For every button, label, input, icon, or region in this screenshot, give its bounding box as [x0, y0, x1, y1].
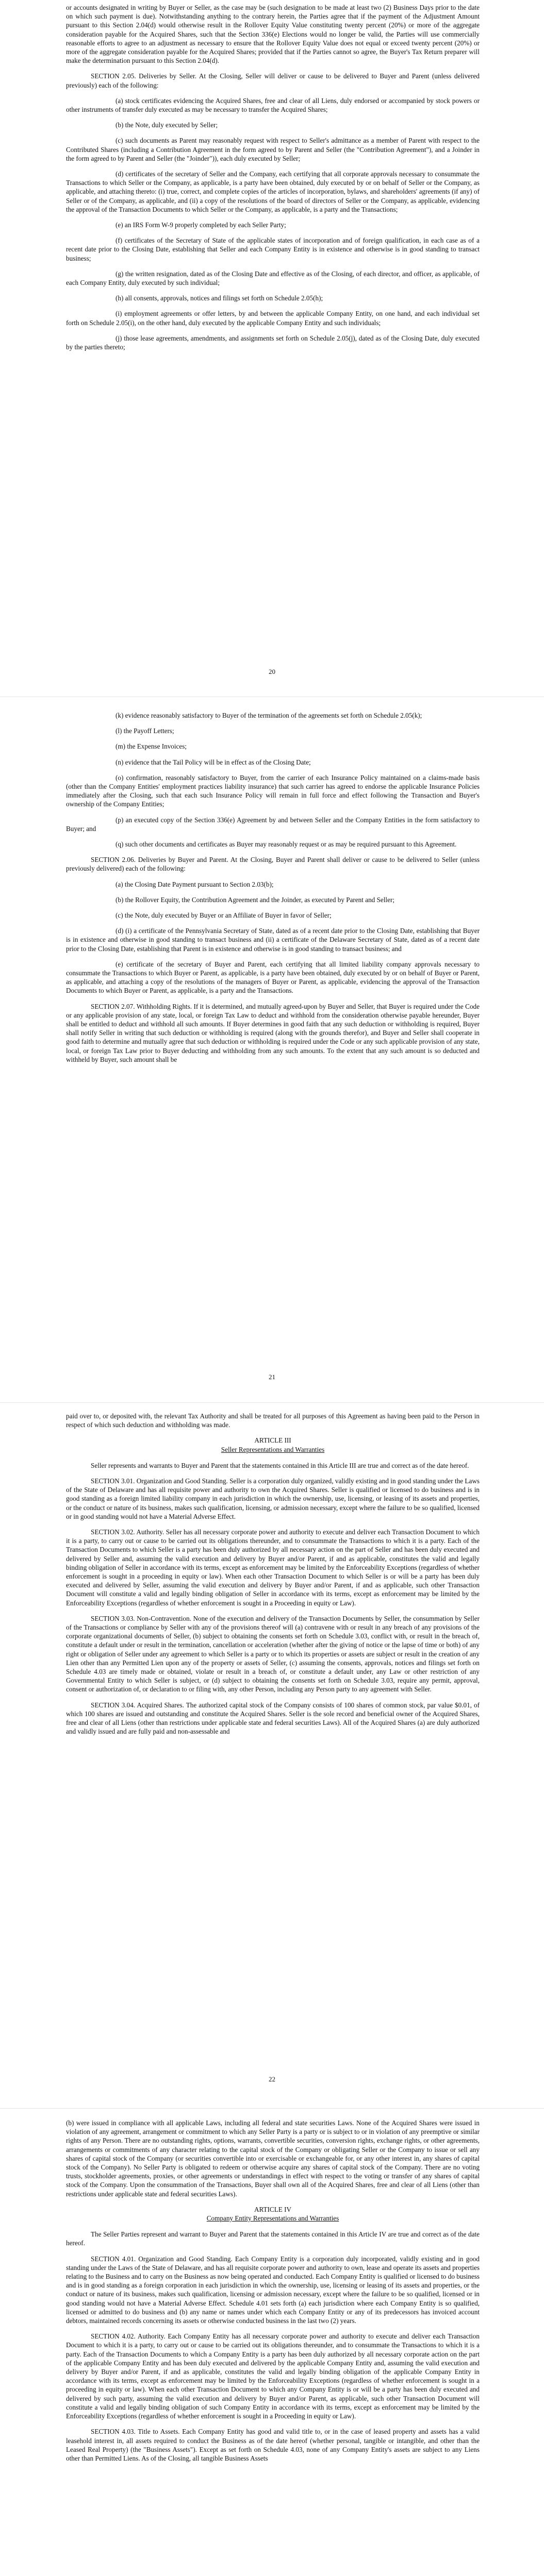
paragraph: (b) the Rollover Equity, the Contribution Agreement and the Joinder, as executed by Parent and Seller;: [116, 895, 394, 904]
page-divider: [0, 2108, 544, 2109]
paragraph: (c) the Note, duly executed by Buyer or an Affiliate of Buyer in favor of Seller;: [116, 911, 332, 920]
paragraph: (m) the Expense Invoices;: [116, 742, 187, 751]
page-22: [0, 1408, 544, 2106]
paragraph: paid over to, or deposited with, the relevant Tax Authority and shall be treated for all purposes of this Agreement as having been paid to the Person in respect of which such deduction and withholding was made.: [66, 1412, 480, 1429]
page-23: [0, 2113, 544, 2576]
paragraph: (e) an IRS Form W-9 properly completed by each Seller Party;: [116, 221, 286, 229]
paragraph: (j) those lease agreements, amendments, and assignments set forth on Schedule 2.05(j), dated as of the Closing Date, duly executed by the parties thereto;: [66, 334, 480, 351]
section-4-01-paragraph: SECTION 4.01. Organization and Good Standing. Each Company Entity is a corporation duly incorporated, validly existing and in good standing under the Laws of the State of Delaware, and has all requisite corporate power and authority to own, lease and operate its assets and properties relating to the Business and to carry on the Business as now being operated and conducted. Each Company Entity is qualified or licensed to do business and is in good standing as a foreign corporation in each jurisdiction in which the ownership, use, licensing or leasing of its assets and properties, or the conduct or nature of its business, makes such qualification, licensing or admission necessary, except where the failure to be so qualified, licensed or in good standing would not have a Material Adverse Effect. Schedule 4.01 sets forth (a) each jurisdiction where each Company Entity is so qualified, licensed or admitted to do business and (b) any name or names under which each Company Entity or any of its predecessors has invoiced account debtors, maintained records concerning its assets or otherwise conducted business in the last two (2) years.: [66, 2255, 480, 2325]
article-title: Seller Representations and Warranties: [221, 1445, 325, 1453]
section-2-06-paragraph: SECTION 2.06. Deliveries by Buyer and Parent. At the Closing, Buyer and Parent shall deliver or cause to be delivered to Seller (unless previously delivered) each of the following:: [66, 856, 480, 873]
section-2-05-paragraph: SECTION 2.05. Deliveries by Seller. At the Closing, Seller will deliver or cause to be delivered to Buyer and Parent (unless delivered previously) each of the following:: [66, 72, 480, 89]
paragraph: (b) the Note, duly executed by Seller;: [116, 121, 218, 129]
section-3-03-paragraph: SECTION 3.03. Non-Contravention. None of the execution and delivery of the Transaction Documents by Seller, the consummation by Seller of the Transactions or compliance by Seller with any of the provisions thereof will (a) contravene with or result in any breach of any provisions of the corporate organizational documents of Seller, (b) subject to obtaining the consents set forth on Schedule 3.03, conflict with, or result in the breach of, constitute a default under or result in the termination, cancellation or acceleration (whether after the giving of notice or the lapse of time or both) of any right or obligation of Seller under any agreement to which Seller is a party or to which its properties or assets are subject or result in the creation of any Lien other than any Permitted Lien upon any of the property or assets of Seller, (c) assuming the consents, approvals, notices and filings set forth on Schedule 4.03 are timely made or obtained, violate or result in a breach of, or constitute a default under, any Law or other restriction of any Governmental Entity to which Seller is subject, or (d) subject to obtaining the consents set forth on Schedule 3.03, require any permit, approval, consent or authorization of, or declaration to or filing with, any other Person, including any Person party to any agreement with Seller.: [66, 1614, 480, 1693]
paragraph: (l) the Payoff Letters;: [116, 727, 174, 735]
paragraph: (d) (i) a certificate of the Pennsylvania Secretary of State, dated as of a recent date prior to the Closing Date, establishing that Buyer is in existence and otherwise in good standing to transact business and (ii) a certificate of the Delaware Secretary of State, dated as of a recent date prior to the Closing Date, establishing that Parent is in existence and otherwise is in good standing to transact business; and: [66, 927, 480, 953]
page-number: 22: [269, 2075, 275, 2083]
paragraph: (b) were issued in compliance with all applicable Laws, including all federal and state securities Laws. None of the Acquired Shares were issued in violation of any agreement, arrangement or commitment to which any Seller Party is a party or is subject to or in violation of any preemptive or similar rights of any Person. There are no outstanding rights, options, warrants, convertible securities, conversion rights, exchange rights, or other agreements, arrangements or commitments of any character relating to the capital stock of the Company or obligating Seller or the Company to issue or sell any shares of capital stock of the Company (or securities convertible into or exercisable or exchangeable for, or any other interest in, any shares of capital stock of the Company). No Seller Party is obligated to redeem or otherwise acquire any shares of capital stock of the Company. There are no voting trusts, stockholder agreements, proxies, or other agreements or understandings in effect with respect to the voting or transfer of any shares of capital stock of the Company. Upon the consummation of the Transactions, Buyer shall own all of the Acquired Shares, free and clear of all Liens (other than restrictions under applicable state and federal securities Laws).: [66, 2119, 480, 2198]
paragraph: (o) confirmation, reasonably satisfactory to Buyer, from the carrier of each Insurance Policy maintained on a claims-made basis (other than the Company Entities' employment practices liability insurance) that such carrier has agreed to endorse the applicable Insurance Policies immediately after the Closing, such that each such Insurance Policy will remain in full force and effect following the Transaction and Buyer's ownership of the Company Entities;: [66, 773, 480, 808]
article-title: Company Entity Representations and Warranties: [206, 2214, 339, 2223]
article-heading: ARTICLE IV: [254, 2205, 292, 2213]
paragraph: (d) certificates of the secretary of Seller and the Company, each certifying that all corporate approvals necessary to consummate the Transactions to which Seller or the Company, as applicable, is a party have been obtained, duly executed by or on behalf of Seller or the Company, as applicable, and attaching thereto: (i) true, correct, and complete copies of the articles of incorporation, bylaws, and shareholders' agreements (if any) of Seller or of the Company, as applicable, and (ii) a copy of the resolutions of the board of directors of Seller or the Company, as applicable, evidencing the approval of the Transaction Documents to which Seller or the Company, as applicable, is a party and the Transactions;: [66, 170, 480, 213]
page-number: 21: [269, 1373, 275, 1381]
article-heading: ARTICLE III: [254, 1436, 291, 1445]
page-divider: [0, 1402, 544, 1403]
section-3-04-paragraph: SECTION 3.04. Acquired Shares. The authorized capital stock of the Company consists of 100 shares of common stock, par value $0.01, of which 100 shares are issued and outstanding and constitute the Acquired Shares. Seller is the sole record and beneficial owner of the Acquired Shares, free and clear of all Liens (other than restrictions under applicable state and federal securities Laws). All of the Acquired Shares (a) are duly authorized and validly issued and are fully paid and non-assessable and: [66, 1701, 480, 1736]
page-number: 20: [269, 668, 275, 675]
section-2-07-paragraph: SECTION 2.07. Withholding Rights. If it is determined, and mutually agreed-upon by Buyer and Seller, that Buyer is required under the Code or any applicable provision of any state, local, or foreign Tax Law to deduct and withhold from the consideration otherwise payable hereunder, Buyer shall be entitled to deduct and withhold all such amounts. If Buyer determines in good faith that any such deduction or withholding is required, Buyer shall notify Seller in writing that such deduction or withholding is required (along with the grounds therefor), and Buyer and Seller shall cooperate in good faith to determine and mutually agree that such deduction or withholding is required under the Code or any such applicable provision of any state, local, or foreign Tax Law prior to Buyer deducting and withholding from any such amounts. To the extent that any such amount is so deducted and withheld by Buyer, such amount shall be: [66, 1002, 480, 1063]
paragraph: (c) such documents as Parent may reasonably request with respect to Seller's admittance as a member of Parent with respect to the Contributed Shares (including a Contribution Agreement in the form agreed to by Parent and Seller (the "Contribution Agreement"), and a Joinder in the form agreed to by Parent and Seller (the "Joinder")), each duly executed by Seller;: [66, 137, 480, 162]
paragraph: (q) such other documents and certificates as Buyer may reasonably request or as may be required pursuant to this Agreement.: [116, 840, 457, 849]
paragraph: (a) stock certificates evidencing the Acquired Shares, free and clear of all Liens, duly endorsed or accompanied by stock powers or other instruments of transfer duly executed as may be necessary to transfer the Acquired Shares;: [66, 96, 480, 114]
paragraph: (p) an executed copy of the Section 336(e) Agreement by and between Seller and the Company Entities in the form satisfactory to Buyer; and: [66, 816, 480, 833]
section-4-02-paragraph: SECTION 4.02. Authority. Each Company Entity has all necessary corporate power and authority to execute and deliver each Transaction Document to which it is a party, to carry out or cause to be carried out its obligations thereunder, and to consummate the Transactions to which it is a party. Each of the Transaction Documents to which a Company Entity is a party has been duly authorized by all necessary corporate action on the part of the applicable Company Entity and has been duly executed and delivered by the applicable Company Entity and, assuming the valid execution and delivery by Buyer and/or Parent, if and as applicable, constitutes the valid and legally binding obligation of the applicable Company Entity in accordance with its terms, except as enforcement may be limited by the Enforceability Exceptions (regardless of whether enforcement is sought in a proceeding in equity or law). When each other Transaction Document to which any Company Entity is or will be a party has been duly executed and delivered by such party, assuming the valid execution and delivery by Buyer and/or Parent, as applicable, such other Transaction Document will constitute a valid and legally binding obligation of such Company Entity in accordance with its terms, except as enforcement may be limited by the Enforceability Exceptions (regardless of whether enforcement is sought in a Proceeding in equity or Law).: [66, 2332, 480, 2420]
paragraph: (k) evidence reasonably satisfactory to Buyer of the termination of the agreements set forth on Schedule 2.05(k);: [116, 711, 422, 719]
page-20: [0, 0, 544, 693]
section-4-03-paragraph: SECTION 4.03. Title to Assets. Each Company Entity has good and valid title to, or in the case of leased property and assets has a valid leasehold interest in, all assets required to conduct the Business as of the date hereof (whether personal, tangible or intangible, and other than the Leased Real Property) (the "Business Assets"). Except as set forth on Schedule 4.03, none of any Company Entity's assets are subject to any Liens other than Permitted Liens. As of the Closing, all tangible Business Assets: [66, 2428, 480, 2462]
section-3-01-paragraph: SECTION 3.01. Organization and Good Standing. Seller is a corporation duly organized, validly existing and in good standing under the Laws of the State of Delaware and has all requisite power and authority to own the Acquired Shares. Seller is qualified or licensed to do business and is in good standing as a foreign limited liability company in each jurisdiction in which the ownership, use, licensing, or leasing of its assets and properties, or the conduct or nature of its business, makes such qualification, licensing, or admission necessary, except where the failure to be so qualified, licensed or in good standing would not have a Material Adverse Effect.: [66, 1477, 480, 1520]
paragraph: (e) certificate of the secretary of Buyer and Parent, each certifying that all limited liability company approvals necessary to consummate the Transactions to which Buyer or Parent, as applicable, is a party have been obtained, duly executed by or on behalf of Buyer or Parent, as applicable, and attaching a copy of the resolutions of the managers of Buyer or Parent, as applicable, evidencing the approval of the Transaction Documents to which Buyer or Parent, as applicable, is a party and the Transactions.: [66, 960, 480, 995]
paragraph: (f) certificates of the Secretary of State of the applicable states of incorporation and of foreign qualification, in each case as of a recent date prior to the Closing Date, establishing that Seller and each Company Entity is in existence and otherwise is in good standing to transact business;: [66, 236, 480, 262]
paragraph: (i) employment agreements or offer letters, by and between the applicable Company Entity, on one hand, and each individual set forth on Schedule 2.05(i), on the other hand, duly executed by the applicable Company Entity and such individuals;: [66, 310, 480, 327]
section-3-02-paragraph: SECTION 3.02. Authority. Seller has all necessary corporate power and authority to execute and deliver each Transaction Document to which it is a party, to carry out or cause to be carried out its obligations thereunder, and to consummate the Transactions to which it is a party. Each of the Transaction Documents to which Seller is a party has been duly authorized by all necessary action on the part of Seller and has been duly executed and delivered by Seller and, assuming the valid execution and delivery by Buyer and/or Parent, if and as applicable, constitutes the valid and legally binding obligation of Seller in accordance with its terms, except as enforcement may be limited by the Enforceability Exceptions (regardless of whether enforcement is sought in a proceeding in equity or law). When each other Transaction Document to which Seller is or will be a party has been duly executed and delivered by Seller, assuming the valid execution and delivery by Buyer and/or Parent, if and as applicable, such other Transaction Document will constitute a valid and legally binding obligation of Seller in accordance with its terms, except as enforcement may be limited by the Enforceability Exceptions (regardless of whether enforcement is sought in a Proceeding in equity or Law).: [66, 1528, 480, 1607]
paragraph: The Seller Parties represent and warrant to Buyer and Parent that the statements contained in this Article IV are true and correct as of the date hereof.: [66, 2230, 480, 2247]
paragraph: (a) the Closing Date Payment pursuant to Section 2.03(b);: [116, 880, 274, 888]
paragraph: or accounts designated in writing by Buyer or Seller, as the case may be (such designation to be made at least two (2) Business Days prior to the date on which such payment is due). Notwithstanding anything to the contrary herein, the Parties agree that if the payment of the Adjustment Amount pursuant to this Section 2.04(d) would otherwise result in the Rollover Equity Value constituting twenty percent (20%) or more of the aggregate consideration payable for the Acquired Shares, such that the Section 336(e) Elections would no longer be valid, the Parties will use commercially reasonable efforts to agree to an adjustment as necessary to ensure that the Rollover Equity Value does not equal or exceed twenty percent (20%) or more of the aggregate consideration payable for the Acquired Shares; provided that if the Parties cannot so agree, the Buyer's Tax Return preparer will make the determination pursuant to this Section 2.04(d).: [66, 4, 480, 65]
paragraph: (h) all consents, approvals, notices and filings set forth on Schedule 2.05(h);: [116, 294, 323, 302]
paragraph: (n) evidence that the Tail Policy will be in effect as of the Closing Date;: [116, 758, 311, 766]
paragraph: (g) the written resignation, dated as of the Closing Date and effective as of the Closing, of each director, and officer, as applicable, of each Company Entity, duly executed by such individual;: [66, 269, 480, 287]
paragraph: Seller represents and warrants to Buyer and Parent that the statements contained in this Article III are true and correct as of the date hereof.: [91, 1461, 469, 1469]
page-21: [0, 702, 544, 1400]
